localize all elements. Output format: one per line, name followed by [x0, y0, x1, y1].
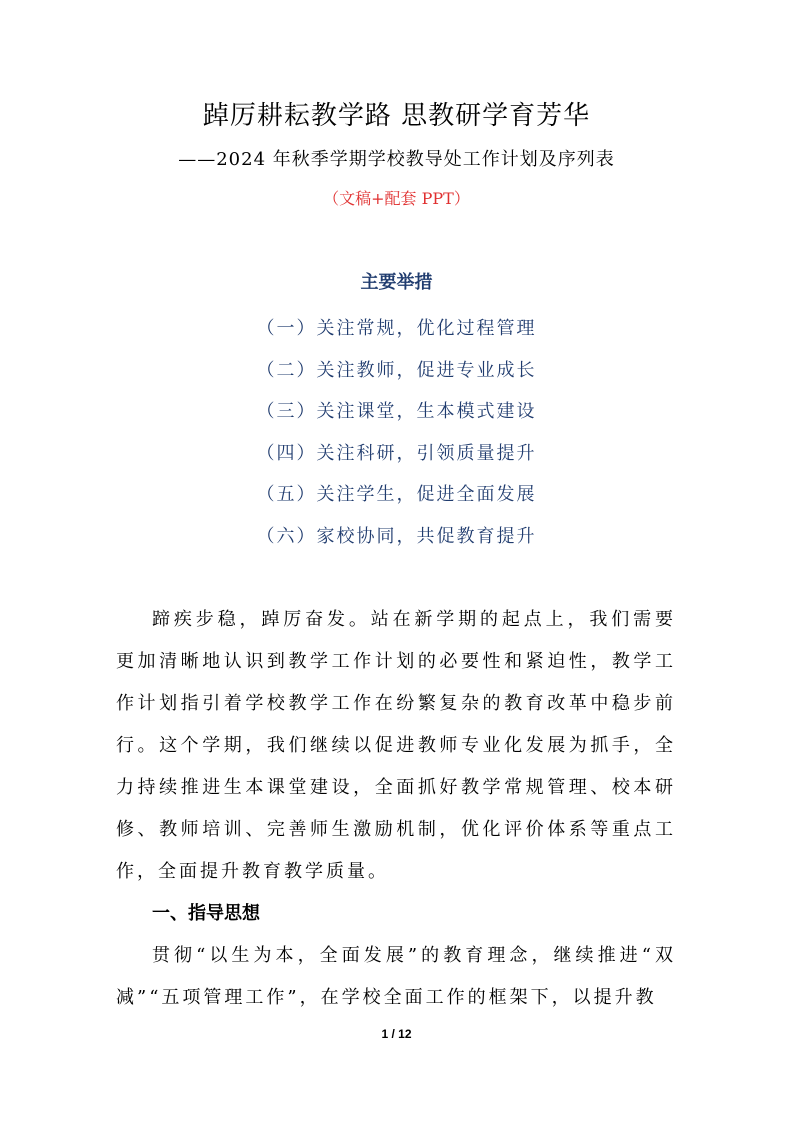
document-title: 踔厉耕耘教学路 思教研学育芳华	[202, 101, 591, 131]
measures-list	[0, 308, 793, 557]
measure-item: （三）关注课堂，生本模式建设	[256, 401, 537, 422]
intro-paragraph: 蹄疾步稳，踔厉奋发。站在新学期的起点上，我们需要更加清晰地认识到教学工作计划的必要性和紧迫性，教学工作计划指引着学校教学工作在纷繁复杂的教育改革中稳步前行。这个学期，我们继续以促进教师专业化发展为抓手，全力持续推进生本课堂建设，全面抓好教学常规管理、校本研修、教师培训、完善师生激励机制，优化评价体系等重点工作，全面提升教育教学质量。	[116, 609, 676, 882]
document-subtitle: ——2024 年秋季学期学校教导处工作计划及序列表	[178, 149, 615, 170]
measure-item: （五）关注学生，促进全面发展	[256, 484, 537, 505]
measure-item: （二）关注教师，促进专业成长	[256, 359, 537, 381]
guiding-ideology-paragraph: 贯彻“以生为本，全面发展”的教育理念，继续推进“双减”“五项管理工作”，在学校全面工作的框架下，以提升教	[116, 945, 676, 1008]
document-note: （文稿+配套 PPT）	[323, 189, 470, 208]
measures-heading: 主要举措	[360, 272, 433, 293]
page-number: 1 / 12	[381, 1027, 412, 1041]
measure-item: （四）关注科研，引领质量提升	[256, 442, 537, 464]
measure-item: （六）家校协同，共促教育提升	[256, 525, 537, 547]
section-heading-guiding-ideology: 一、指导思想	[152, 903, 260, 924]
document-body	[116, 599, 676, 1019]
main-measures-section	[0, 268, 793, 557]
measure-item: （一）关注常规，优化过程管理	[256, 318, 537, 339]
